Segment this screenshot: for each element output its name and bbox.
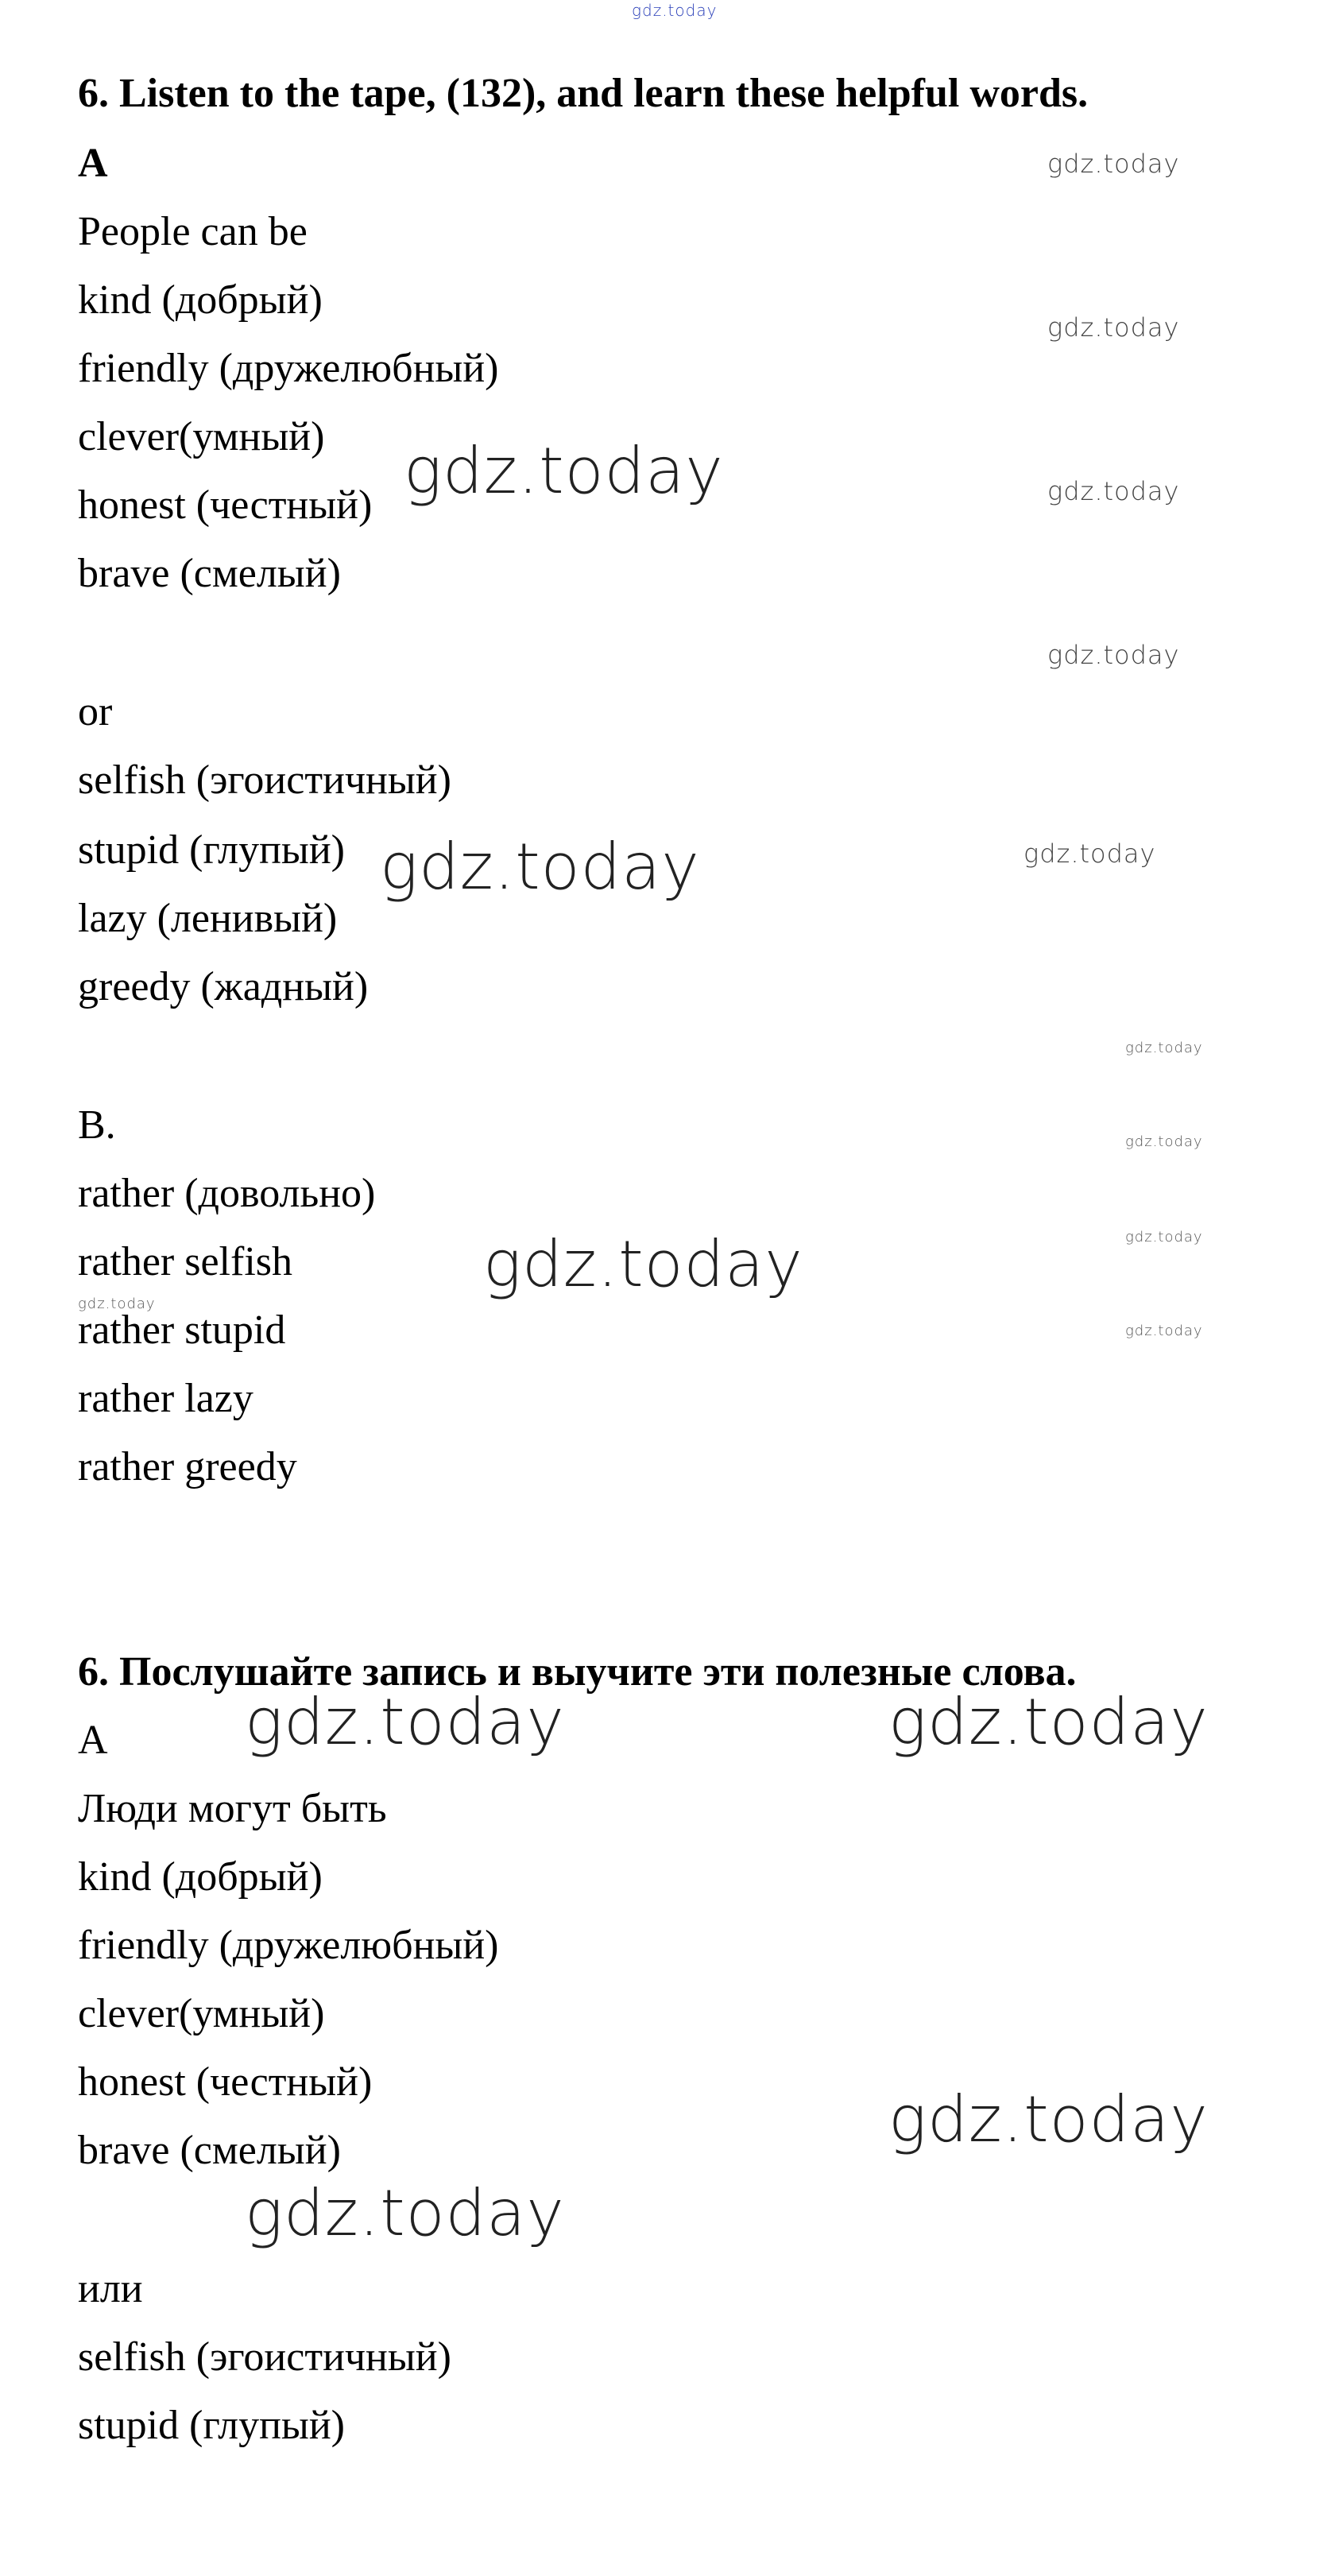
label-a-ru: A	[78, 1718, 108, 1763]
word-item: brave (смелый)	[78, 2128, 341, 2173]
word-item: kind (добрый)	[78, 277, 323, 323]
watermark: gdz.today	[1047, 149, 1180, 179]
word-item: rather greedy	[78, 1444, 297, 1489]
heading-russian: 6. Послушайте запись и выучите эти полезные слова.	[78, 1649, 1077, 1695]
word-item: selfish (эгоистичный)	[78, 2334, 451, 2380]
word-item: friendly (дружелюбный)	[78, 1923, 499, 1968]
or-line-ru: или	[78, 2266, 143, 2311]
intro-line-ru: Люди могут быть	[78, 1786, 387, 1831]
watermark: gdz.today	[245, 2176, 565, 2250]
or-line: or	[78, 689, 113, 734]
watermark: gdz.today	[1125, 1229, 1203, 1245]
heading-english: 6. Listen to the tape, (132), and learn these helpful words.	[78, 71, 1089, 116]
label-a: A	[78, 141, 108, 186]
watermark: gdz.today	[1047, 312, 1180, 343]
watermark: gdz.today	[1023, 839, 1156, 869]
word-item: honest (честный)	[78, 2059, 373, 2105]
word-item: kind (добрый)	[78, 1854, 323, 1900]
word-item: stupid (глупый)	[78, 827, 345, 873]
word-item: rather (довольно)	[78, 1171, 376, 1216]
watermark: gdz.today	[1125, 1323, 1203, 1339]
watermark: gdz.today	[888, 2082, 1209, 2156]
watermark: gdz.today	[1047, 476, 1180, 506]
word-item: rather stupid	[78, 1307, 286, 1353]
word-item: lazy (ленивый)	[78, 896, 338, 941]
word-item: stupid (глупый)	[78, 2403, 345, 2448]
watermark: gdz.today	[1125, 1040, 1203, 1056]
word-item: brave (смелый)	[78, 551, 341, 596]
word-item: clever(умный)	[78, 1991, 325, 2036]
watermark: gdz.today	[1047, 640, 1180, 670]
label-b: B.	[78, 1102, 116, 1148]
word-item: selfish (эгоистичный)	[78, 757, 451, 803]
watermark: gdz.today	[380, 830, 700, 904]
word-item: greedy (жадный)	[78, 964, 369, 1009]
watermark: gdz.today	[245, 1685, 565, 1759]
watermark-top: gdz.today	[632, 1, 718, 20]
word-item: clever(умный)	[78, 414, 325, 459]
word-item: rather selfish	[78, 1239, 293, 1284]
watermark: gdz.today	[404, 434, 724, 508]
watermark: gdz.today	[888, 1685, 1209, 1759]
word-item: friendly (дружелюбный)	[78, 346, 499, 391]
word-item: honest (честный)	[78, 482, 373, 528]
watermark: gdz.today	[1125, 1133, 1203, 1150]
watermark: gdz.today	[78, 1296, 156, 1312]
watermark: gdz.today	[483, 1227, 803, 1301]
word-item: rather lazy	[78, 1376, 253, 1421]
intro-line: People can be	[78, 209, 308, 254]
